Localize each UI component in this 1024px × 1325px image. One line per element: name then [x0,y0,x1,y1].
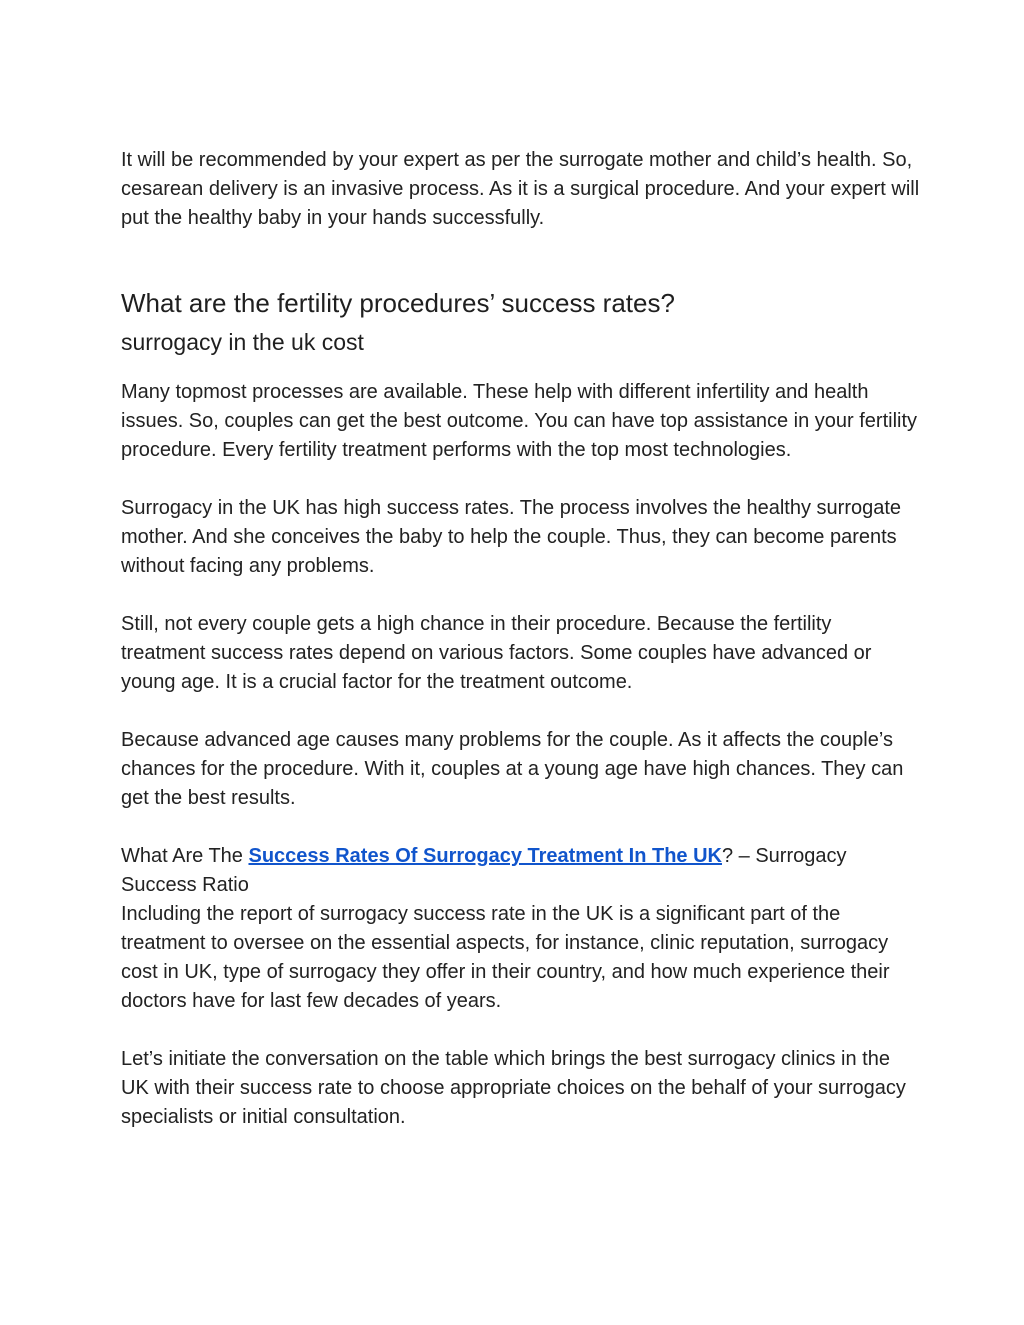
paragraph-advanced-age: Because advanced age causes many problems for the couple. As it affects the couple’s chances for the procedure. With it, couples at a young age have high chances. They can get the best results. [121,729,904,809]
paragraph-success-rates: Surrogacy in the UK has high success rates. The process involves the healthy surrogate mother. And she conceives the baby to help the couple. Thus, they can become parents without facing any problems. [121,497,902,577]
intro-paragraph: It will be recommended by your expert as per the surrogate mother and child’s health. So, cesarean delivery is an invasive process. As it is a surgical procedure. And your expert will put the healthy baby in your hands successfully. [121,149,920,229]
section-subheading: surrogacy in the uk cost [121,329,364,355]
paragraph-report: Including the report of surrogacy success rate in the UK is a significant part of the treatment to oversee on the essential aspects, for instance, clinic reputation, surrogacy cost in UK, type of surrogacy they offer in their country, and how much experience their doctors have for last few decades of years. [121,903,890,1012]
link-prefix: What Are The [121,845,249,867]
link-suffix: ? – Surrogacy Success Ratio [121,845,847,896]
paragraph-link [121,842,921,900]
paragraph-processes: Many topmost processes are available. These help with different infertility and health issues. So, couples can get the best outcome. You can have top assistance in your fertility procedure. Every fertility treatment performs with the top most technologies. [121,381,918,461]
paragraph-chances: Still, not every couple gets a high chance in their procedure. Because the fertility treatment success rates depend on various factors. Some couples have advanced or young age. It is a crucial factor for the treatment outcome. [121,613,872,693]
section-heading: What are the fertility procedures’ success rates? [121,288,675,318]
paragraph-conversation: Let’s initiate the conversation on the table which brings the best surrogacy clinics in the UK with their success rate to choose appropriate choices on the behalf of your surrogacy specialists or initial consultation. [121,1048,906,1128]
success-rates-link[interactable]: Success Rates Of Surrogacy Treatment In The UK [248,845,722,867]
document-page [121,146,921,1161]
